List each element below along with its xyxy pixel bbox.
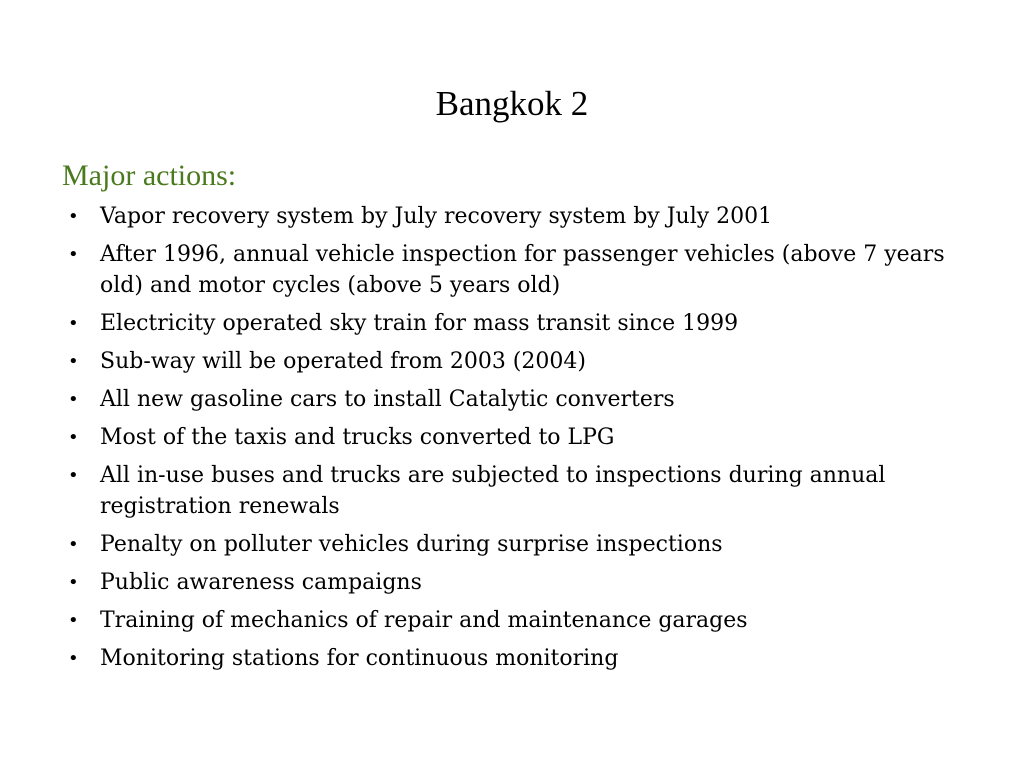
list-item — [62, 529, 962, 560]
list-item — [62, 422, 962, 453]
bullet-icon: • — [68, 244, 79, 265]
list-item — [62, 460, 962, 522]
list-item-text: All in-use buses and trucks are subjected to inspections during annual registration renewals — [100, 463, 886, 519]
list-item — [62, 201, 962, 232]
list-item — [62, 605, 962, 636]
list-item-text: Sub-way will be operated from 2003 (2004) — [100, 349, 586, 374]
bullet-list — [62, 201, 962, 681]
list-item-text: Public awareness campaigns — [100, 570, 422, 595]
list-item — [62, 643, 962, 674]
list-item-text: Vapor recovery system by July recovery system by July 2001 — [100, 204, 773, 229]
bullet-icon: • — [68, 313, 79, 334]
bullet-icon: • — [68, 648, 79, 669]
list-item-text: Monitoring stations for continuous monitoring — [100, 646, 619, 671]
list-item — [62, 239, 962, 301]
bullet-icon: • — [68, 610, 79, 631]
bullet-icon: • — [68, 389, 79, 410]
list-item-text: After 1996, annual vehicle inspection for passenger vehicles (above 7 years old) and motor cycles (above 5 years old) — [100, 242, 945, 298]
list-item — [62, 567, 962, 598]
list-item-text: Training of mechanics of repair and maintenance garages — [100, 608, 748, 633]
list-item-text: Most of the taxis and trucks converted to LPG — [100, 425, 615, 450]
bullet-icon: • — [68, 465, 79, 486]
slide-title: Bangkok 2 — [435, 84, 589, 123]
bullet-icon: • — [68, 534, 79, 555]
list-item — [62, 308, 962, 339]
bullet-icon: • — [68, 351, 79, 372]
bullet-icon: • — [68, 206, 79, 227]
list-item-text: Penalty on polluter vehicles during surprise inspections — [100, 532, 723, 557]
bullet-icon: • — [68, 572, 79, 593]
subheading-major-actions: Major actions: — [62, 159, 237, 192]
list-item-text: Electricity operated sky train for mass transit since 1999 — [100, 311, 739, 336]
bullet-icon: • — [68, 427, 79, 448]
list-item — [62, 384, 962, 415]
list-item — [62, 346, 962, 377]
list-item-text: All new gasoline cars to install Catalytic converters — [100, 387, 675, 412]
